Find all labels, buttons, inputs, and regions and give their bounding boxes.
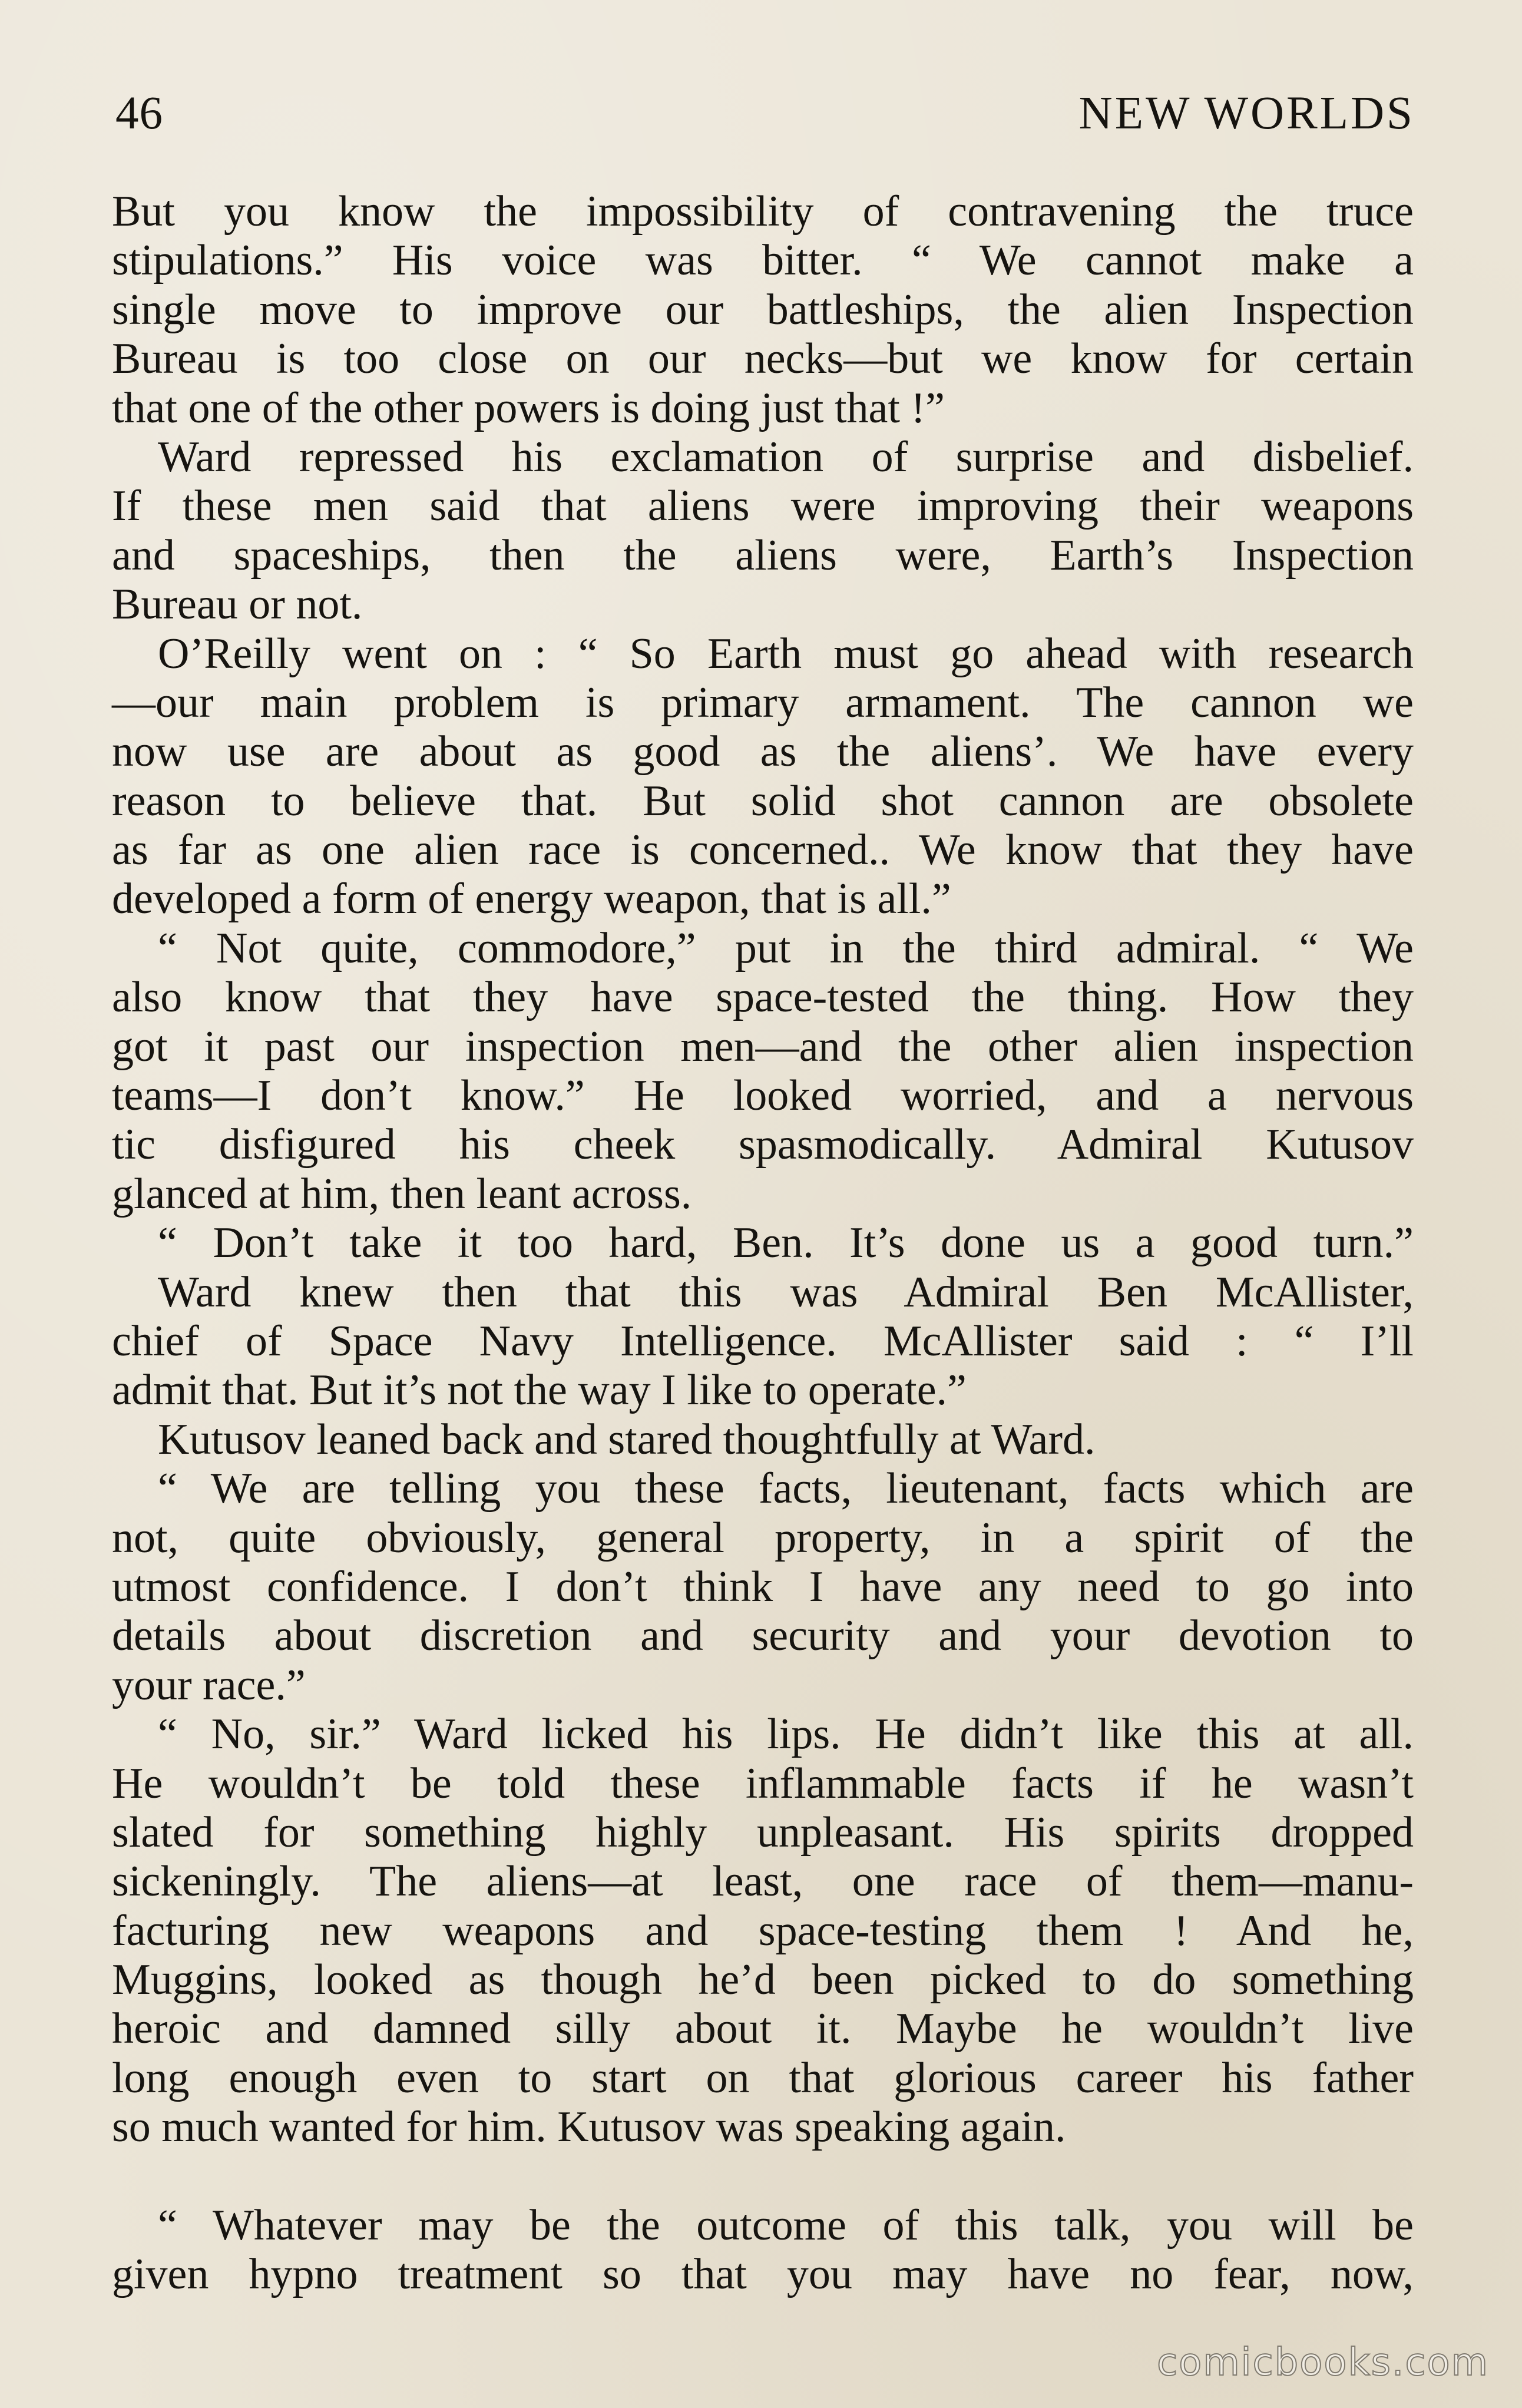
text-line: Muggins, looked as though he’d been picked to do something: [112, 1956, 1414, 2005]
text-line: reason to believe that. But solid shot cannon are obsolete: [112, 776, 1414, 825]
text-line: If these men said that aliens were improving their weapons: [112, 482, 1414, 531]
text-line: “ Not quite, commodore,” put in the third admiral. “ We: [158, 924, 1414, 973]
text-line: heroic and damned silly about it. Maybe he wouldn’t live: [112, 2005, 1414, 2053]
paragraph-gap: [112, 2152, 1414, 2201]
text-line: Bureau or not.: [112, 580, 363, 629]
text-line: that one of the other powers is doing just that !”: [112, 383, 945, 432]
text-line: and spaceships, then the aliens were, Earth’s Inspection: [112, 531, 1414, 580]
text-line: developed a form of energy weapon, that is all.”: [112, 875, 951, 924]
text-line: sickeningly. The aliens—at least, one race of them—manu-: [112, 1857, 1414, 1906]
text-line: so much wanted for him. Kutusov was speaking again.: [112, 2103, 1066, 2152]
text-line: But you know the impossibility of contravening the truce: [112, 187, 1414, 236]
text-line: as far as one alien race is concerned.. We know that they have: [112, 826, 1414, 875]
text-line: single move to improve our battleships, the alien Inspection: [112, 285, 1414, 334]
text-line: “ No, sir.” Ward licked his lips. He didn’t like this at all.: [158, 1710, 1414, 1759]
text-line: glanced at him, then leant across.: [112, 1169, 692, 1218]
text-line: tic disfigured his cheek spasmodically. Admiral Kutusov: [112, 1120, 1414, 1169]
text-line: O’Reilly went on : “ So Earth must go ahead with research: [158, 629, 1414, 678]
text-line: —our main problem is primary armament. The cannon we: [112, 678, 1414, 727]
text-line: facturing new weapons and space-testing them ! And he,: [112, 1906, 1414, 1955]
text-line: given hypno treatment so that you may have no fear, now,: [112, 2250, 1414, 2299]
running-head: NEW WORLDS: [1078, 88, 1415, 139]
text-line: Ward repressed his exclamation of surprise and disbelief.: [158, 432, 1414, 481]
text-line: Kutusov leaned back and stared thoughtfully at Ward.: [158, 1415, 1096, 1464]
text-line: long enough even to start on that glorious career his father: [112, 2053, 1414, 2102]
text-line: teams—I don’t know.” He looked worried, and a nervous: [112, 1071, 1414, 1120]
watermark: comicbooks.com: [1156, 2341, 1489, 2384]
text-line: details about discretion and security and your devotion to: [112, 1612, 1414, 1661]
text-line: stipulations.” His voice was bitter. “ We cannot make a: [112, 236, 1414, 285]
text-line: chief of Space Navy Intelligence. McAllister said : “ I’ll: [112, 1317, 1414, 1365]
text-line: not, quite obviously, general property, in a spirit of the: [112, 1513, 1414, 1562]
text-line: now use are about as good as the aliens’. We have every: [112, 727, 1414, 776]
text-line: got it past our inspection men—and the other alien inspection: [112, 1022, 1414, 1071]
text-line: slated for something highly unpleasant. His spirits dropped: [112, 1808, 1414, 1857]
text-line: Ward knew then that this was Admiral Ben McAllister,: [158, 1268, 1414, 1317]
text-line: “ Don’t take it too hard, Ben. It’s done us a good turn.”: [158, 1219, 1414, 1268]
text-line: admit that. But it’s not the way I like to operate.”: [112, 1366, 967, 1415]
text-line: He wouldn’t be told these inflammable facts if he wasn’t: [112, 1759, 1414, 1808]
text-line: Bureau is too close on our necks—but we know for certain: [112, 335, 1414, 383]
text-line: “ We are telling you these facts, lieutenant, facts which are: [158, 1464, 1414, 1513]
text-line: “ Whatever may be the outcome of this talk, you will be: [158, 2201, 1414, 2250]
text-line: your race.”: [112, 1661, 306, 1709]
page-header: [115, 87, 1415, 152]
body-text: [112, 187, 1414, 2300]
text-line: utmost confidence. I don’t think I have any need to go into: [112, 1562, 1414, 1611]
page-number: 46: [115, 88, 163, 139]
text-line: also know that they have space-tested the thing. How they: [112, 973, 1414, 1022]
